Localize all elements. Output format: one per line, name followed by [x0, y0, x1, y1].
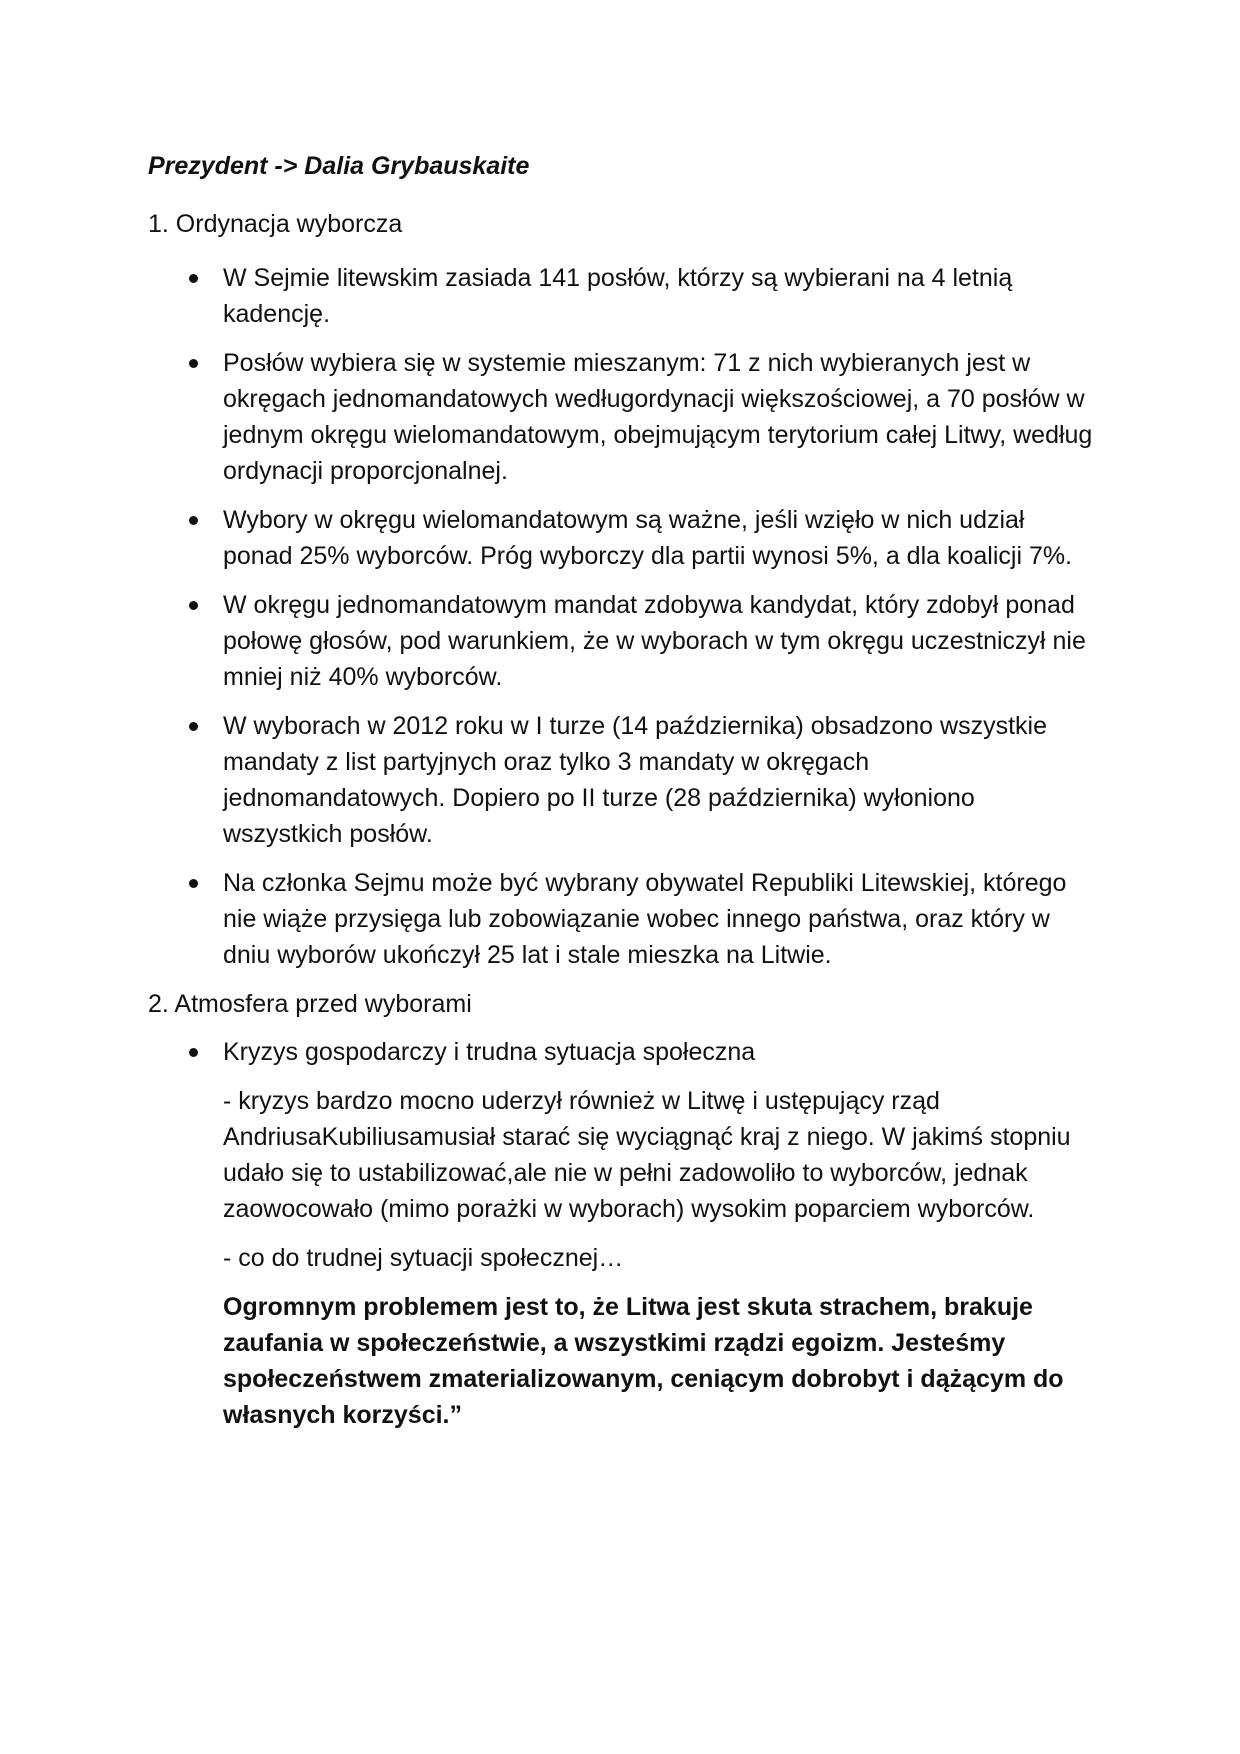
- paragraph-kryzys: - kryzys bardzo mocno uderzył również w Litwę i ustępujący rząd AndriusaKubiliusamusiał starać się wyciągnąć kraj z niego. W jakimś stopniu udało się to ustabilizować,ale nie w pełni zadowoliło to wyborców, jednak zaowocowało (mimo porażki w wyborach) wysokim poparciem wyborców.: [223, 1087, 1071, 1223]
- list-item: [148, 865, 1098, 973]
- document-title: Prezydent -> Dalia Grybauskaite: [148, 152, 530, 180]
- document-page: [148, 148, 1098, 1446]
- list-item: [148, 345, 1098, 489]
- list-item-text: Kryzys gospodarczy i trudna sytuacja społeczna: [223, 1038, 756, 1066]
- bullet-icon: [189, 879, 198, 888]
- list-item-text: W okręgu jednomandatowym mandat zdobywa kandydat, który zdobył ponad połowę głosów, pod warunkiem, że w wyborach w tym okręgu uczestniczył nie mniej niż 40% wyborców.: [223, 591, 1086, 691]
- bullet-list-ordynacja: [148, 260, 1098, 973]
- bullet-icon: [189, 601, 198, 610]
- bullet-list-atmosfera: [148, 1034, 1098, 1070]
- list-item-text: W wyborach w 2012 roku w I turze (14 października) obsadzono wszystkie mandaty z list partyjnych oraz tylko 3 mandaty w okręgach jednomandatowych. Dopiero po II turze (28 października) wyłoniono wszystkich posłów.: [223, 712, 1047, 848]
- list-item-text: W Sejmie litewskim zasiada 141 posłów, którzy są wybierani na 4 letnią kadencję.: [223, 264, 1013, 328]
- list-item: [148, 502, 1098, 574]
- quote-paragraph: Ogromnym problemem jest to, że Litwa jest skuta strachem, brakuje zaufania w społeczeństwie, a wszystkimi rządzi egoizm. Jesteśmy społeczeństwem zmaterializowanym, ceniącym dobrobyt i dążącym do własnych korzyści.”: [223, 1293, 1064, 1429]
- section-heading-atmosfera: 2. Atmosfera przed wyborami: [148, 990, 472, 1018]
- bullet-icon: [189, 516, 198, 525]
- bullet-icon: [189, 359, 198, 368]
- list-item-text: Posłów wybiera się w systemie mieszanym: 71 z nich wybieranych jest w okręgach jednomandatowych wedługordynacji większościowej, a 70 posłów w jednym okręgu wielomandatowym, obejmującym terytorium całej Litwy, według ordynacji proporcjonalnej.: [223, 349, 1093, 485]
- paragraph-sytuacja-spoleczna: - co do trudnej sytuacji społecznej…: [223, 1244, 624, 1272]
- bullet-icon: [189, 1048, 198, 1057]
- bullet-icon: [189, 722, 198, 731]
- list-item: [148, 1034, 1098, 1070]
- list-item: [148, 708, 1098, 852]
- bullet-icon: [189, 274, 198, 283]
- list-item: [148, 260, 1098, 332]
- list-item-text: Wybory w okręgu wielomandatowym są ważne, jeśli wzięło w nich udział ponad 25% wyborców. Próg wyborczy dla partii wynosi 5%, a dla koalicji 7%.: [223, 506, 1073, 570]
- section-heading-ordynacja: 1. Ordynacja wyborcza: [148, 210, 403, 238]
- list-item-text: Na członka Sejmu może być wybrany obywatel Republiki Litewskiej, którego nie wiąże przysięga lub zobowiązanie wobec innego państwa, oraz który w dniu wyborów ukończył 25 lat i stale mieszka na Litwie.: [223, 869, 1067, 969]
- list-item: [148, 587, 1098, 695]
